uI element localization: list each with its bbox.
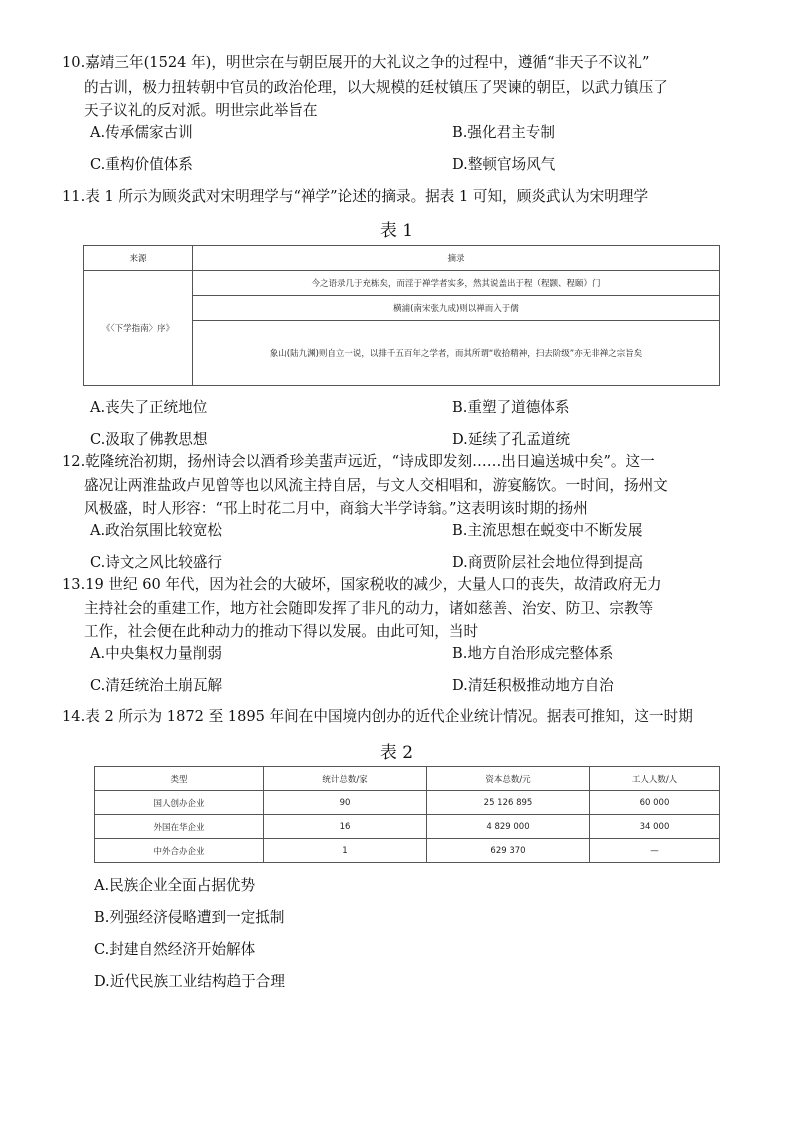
question-11-option-a: A.丧失了正统地位: [90, 399, 208, 416]
table-2: [94, 766, 720, 863]
table-2-cell: 60 000: [590, 791, 720, 815]
table-2-row: [95, 791, 720, 815]
question-13-stem-line-2: 主持社会的重建工作，地方社会随即发挥了非凡的动力，诸如慈善、治安、防卫、宗教等: [84, 600, 654, 617]
table-2-header-type: 类型: [95, 767, 264, 791]
table-2-row: [95, 839, 720, 863]
table-2-cell: 34 000: [590, 815, 720, 839]
table-1-row: [84, 271, 720, 296]
question-13-stem-line-3: 工作，社会便在此种动力的推动下得以发展。由此可知，当时: [84, 623, 479, 640]
table-1-header-excerpt: 摘录: [193, 246, 720, 271]
table-1-source-cell: 《〈下学指南〉序》: [84, 271, 193, 386]
question-14-option-d: D.近代民族工业结构趋于合理: [94, 973, 285, 990]
question-13-stem-line-1: 13.19 世纪 60 年代，因为社会的大破坏，国家税收的减少，大量人口的丧失，故清政府无力: [62, 576, 662, 593]
table-1-header-row: [84, 246, 720, 271]
question-11-option-c: C.汲取了佛教思想: [90, 431, 208, 448]
question-14-option-b: B.列强经济侵略遭到一定抵制: [94, 909, 285, 926]
question-13-option-b: B.地方自治形成完整体系: [452, 645, 614, 662]
question-12-stem-line-2: 盛况让两淮盐政卢见曾等也以风流主持自居，与文人交相唱和，游宴觞饮。一时间，扬州文: [84, 477, 668, 494]
table-1-caption: 表 1: [379, 221, 414, 241]
question-12-option-a: A.政治氛围比较宽松: [90, 522, 222, 539]
question-10-option-b: B.强化君主专制: [452, 124, 555, 141]
table-2-cell: 16: [264, 815, 427, 839]
question-11-option-d: D.延续了孔孟道统: [452, 431, 570, 448]
table-2-cell: 4 829 000: [427, 815, 590, 839]
table-2-header-row: [95, 767, 720, 791]
question-10-stem-line-2: 的古训，极力扭转朝中官员的政治伦理，以大规模的廷杖镇压了哭谏的朝臣，以武力镇压了: [84, 79, 668, 96]
table-2-cell: —: [590, 839, 720, 863]
table-2-cell: 90: [264, 791, 427, 815]
question-13-option-d: D.清廷积极推动地方自治: [452, 677, 614, 694]
question-13-option-c: C.清廷统治土崩瓦解: [90, 677, 223, 694]
table-2-row: [95, 815, 720, 839]
table-1-excerpt-1: 今之语录几于充栋矣，而淫于禅学者实多，然其说盖出于程（程颢、程颐）门: [193, 271, 720, 296]
question-10-stem-line-3: 天子议礼的反对派。明世宗此举旨在: [84, 102, 318, 119]
question-12-option-b: B.主流思想在蜕变中不断发展: [452, 522, 643, 539]
table-1: [83, 245, 720, 386]
question-12-option-c: C.诗文之风比较盛行: [90, 554, 223, 571]
question-11-stem-line-1: 11.表 1 所示为顾炎武对宋明理学与“禅学”论述的摘录。据表 1 可知，顾炎武认为宋明理学: [62, 188, 649, 205]
question-14-option-a: A.民族企业全面占据优势: [94, 877, 256, 894]
table-1-excerpt-3: 象山(陆九渊)则自立一说，以排千五百年之学者，而其所谓“收拾精神，扫去阶级”亦无非禅之宗旨矣: [193, 321, 720, 386]
question-14-option-c: C.封建自然经济开始解体: [94, 941, 256, 958]
question-13-option-a: A.中央集权力量削弱: [90, 645, 222, 662]
table-2-cell: 外国在华企业: [95, 815, 264, 839]
question-10-option-c: C.重构价值体系: [90, 156, 193, 173]
table-2-cell: 25 126 895: [427, 791, 590, 815]
question-10-stem-line-1: 10.嘉靖三年(1524 年)，明世宗在与朝臣展开的大礼议之争的过程中，遵循“非天子不议礼”: [62, 54, 650, 71]
question-10-option-d: D.整顿官场风气: [452, 156, 556, 173]
table-2-header-workers: 工人人数/人: [590, 767, 720, 791]
question-11-option-b: B.重塑了道德体系: [452, 399, 570, 416]
table-2-cell: 中外合办企业: [95, 839, 264, 863]
table-2-header-count: 统计总数/家: [264, 767, 427, 791]
question-12-stem-line-3: 风极盛，时人形容：“邗上时花二月中，商翁大半学诗翁。”这表明该时期的扬州: [84, 500, 588, 517]
table-1-header-source: 来源: [84, 246, 193, 271]
table-2-cell: 国人创办企业: [95, 791, 264, 815]
question-10-option-a: A.传承儒家古训: [90, 124, 193, 141]
table-2-cell: 629 370: [427, 839, 590, 863]
table-2-caption: 表 2: [379, 743, 414, 763]
table-2-cell: 1: [264, 839, 427, 863]
table-1-excerpt-2: 横浦(南宋张九成)则以禅而入于儒: [193, 296, 720, 321]
question-12-stem-line-1: 12.乾隆统治初期，扬州诗会以酒肴珍美蜚声远近，“诗成即发刻……出日遍送城中矣”。这一: [62, 453, 655, 470]
table-2-header-capital: 资本总数/元: [427, 767, 590, 791]
question-12-option-d: D.商贾阶层社会地位得到提高: [452, 554, 643, 571]
question-14-stem-line-1: 14.表 2 所示为 1872 至 1895 年间在中国境内创办的近代企业统计情况。据表可推知，这一时期: [62, 708, 693, 725]
